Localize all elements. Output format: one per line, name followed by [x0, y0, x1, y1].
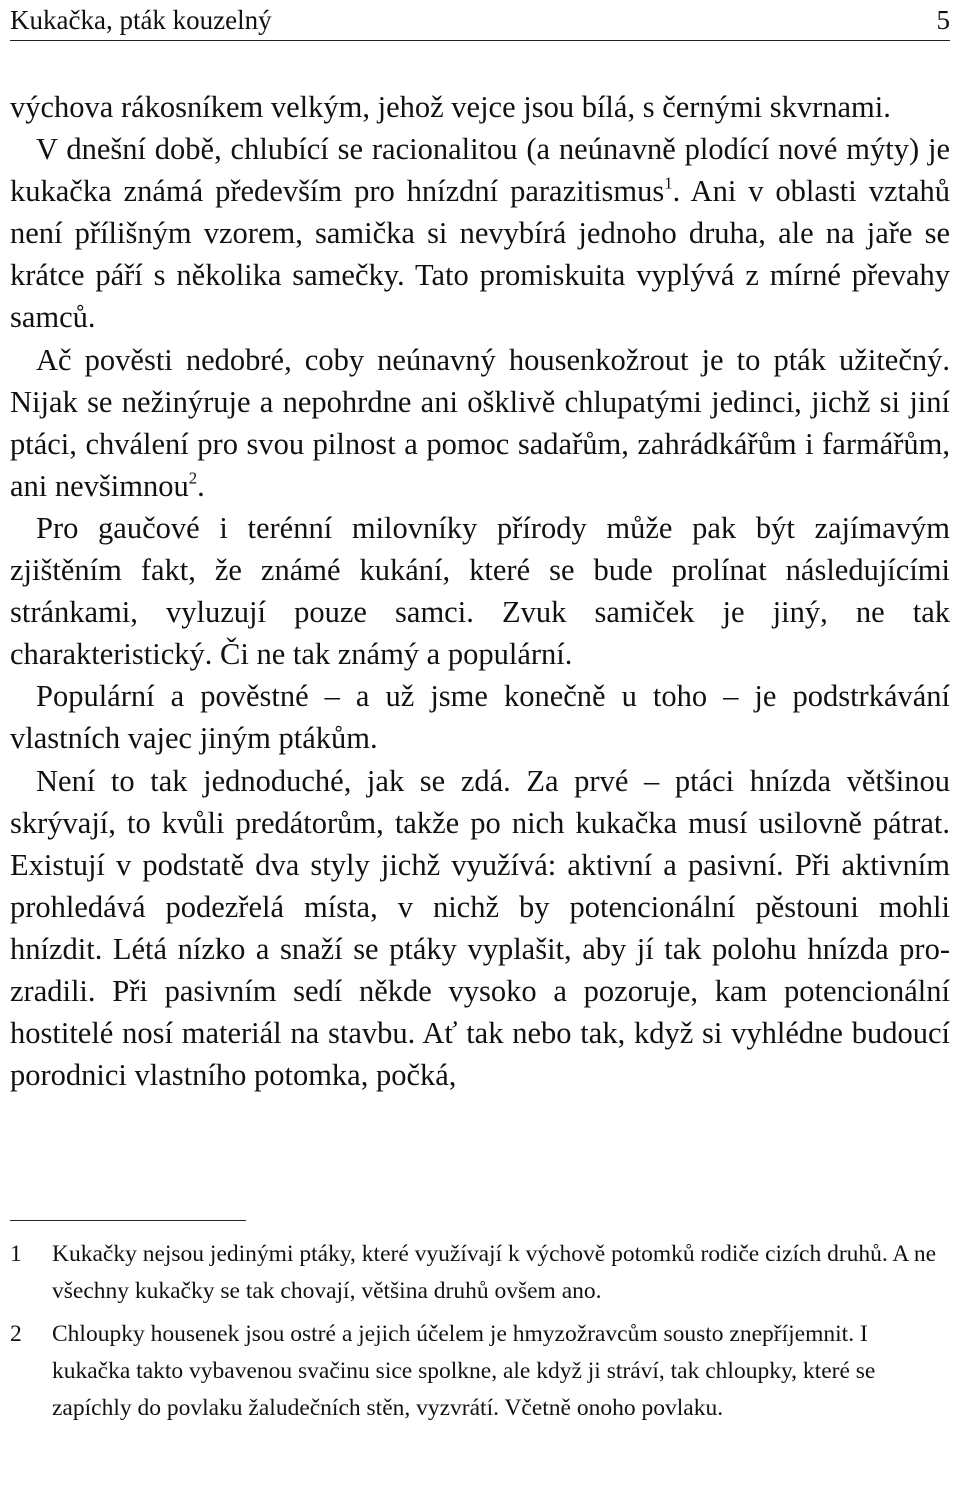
body-text: [10, 86, 950, 1096]
header-rule: [10, 40, 950, 41]
paragraph-4: Pro gaučové i terénní milovníky přírody může pak být zajímavým zjištěním fakt, že známé kukání, které se bude prolínat následujícími stránkami, vyluzují pouze samci. Zvuk samiček je jiný, ne tak charakteristický. Či ne tak známý a populární.: [10, 510, 950, 672]
paragraph-1: výchova rákosníkem velkým, jehož vejce jsou bílá, s černými skvrnami.: [10, 90, 891, 124]
paragraph-5: Populární a pověstné – a už jsme konečně u toho – je podstrkávání vlastních vajec jiným ptákům.: [10, 679, 950, 756]
paragraph-3-text-a: Ač pověsti nedobré, coby neúnavný housenkožrout je to pták užitečný. Nijak se nežinýruje a nepohrdne ani ošklivě chlupatými jedinci, jichž si jiní ptáci, chválení pro svou pilnost a pomoc sadařům, zahrádkářům i farmářům, ani nevšimnou: [10, 342, 950, 503]
paragraph-3: [10, 339, 950, 507]
footnote-number: 2: [10, 1321, 22, 1347]
footnotes: [10, 1236, 950, 1433]
footnote-text: Kukačky nejsou jedinými ptáky, které využívají k výchově potomků rodiče cizích druhů. A ne všechny kukačky se tak chovají, většina druhů ovšem ano.: [52, 1241, 937, 1304]
footnote-ref-2[interactable]: 2: [188, 468, 198, 488]
footnote-number: 1: [10, 1241, 22, 1267]
paragraph-2-text-a: V dnešní době, chlubící se racionalitou (a neúnavně plodící nové mýty) je kukačka známá především pro hnízdní parazitismus: [10, 132, 950, 209]
running-header: [10, 2, 950, 38]
page-number: 5: [936, 5, 950, 35]
footnote-text: Chloupky housenek jsou ostré a jejich účelem je hmyzožravcům sousto znepříjemnit. I kukačka takto vybavenou svačinu sice spolkne, ale když ji stráví, tak chloupky, které se zapíchly do povlaku žaludečních stěn, vyzvrátí. Včetně onoho povlaku.: [52, 1321, 876, 1421]
paragraph-6: Není to tak jednoduché, jak se zdá. Za prvé – ptáci hnízda většinou skrývají, to kvůli predátorům, takže po nich kukačka musí usilovně pátrat. Existují v podstatě dva styly jichž využívá: aktivní a pasivní. Při aktivním prohledává podezřelá místa, v nichž by potencionální pěstouni mohli hnízdit. Létá nízko a snaží se ptáky vyplašit, aby jí tak polohu hnízda prozradili. Při pasivním sedí někde vysoko a pozoruje, kam potencionální hostitelé nosí materiál na stavbu. Ať tak nebo tak, když si vyhlédne budoucí porodnici vlastního potomka, počká,: [10, 763, 950, 1093]
footnote-1: [10, 1236, 950, 1310]
paragraph-2: [10, 128, 950, 338]
running-title: Kukačka, pták kouzelný: [10, 5, 272, 35]
footnote-ref-1[interactable]: 1: [664, 173, 673, 193]
footnote-separator: [10, 1220, 246, 1221]
paragraph-2-text-b: . Ani v oblasti vztahů není přílišným vzorem, samička si nevybírá jednoho druha, ale na jaře se krátce páří s několika samečky. Tato promiskuita vyplývá z mírné převahy samců.: [10, 174, 950, 335]
footnote-2: [10, 1316, 950, 1427]
paragraph-3-text-b: .: [197, 468, 205, 503]
